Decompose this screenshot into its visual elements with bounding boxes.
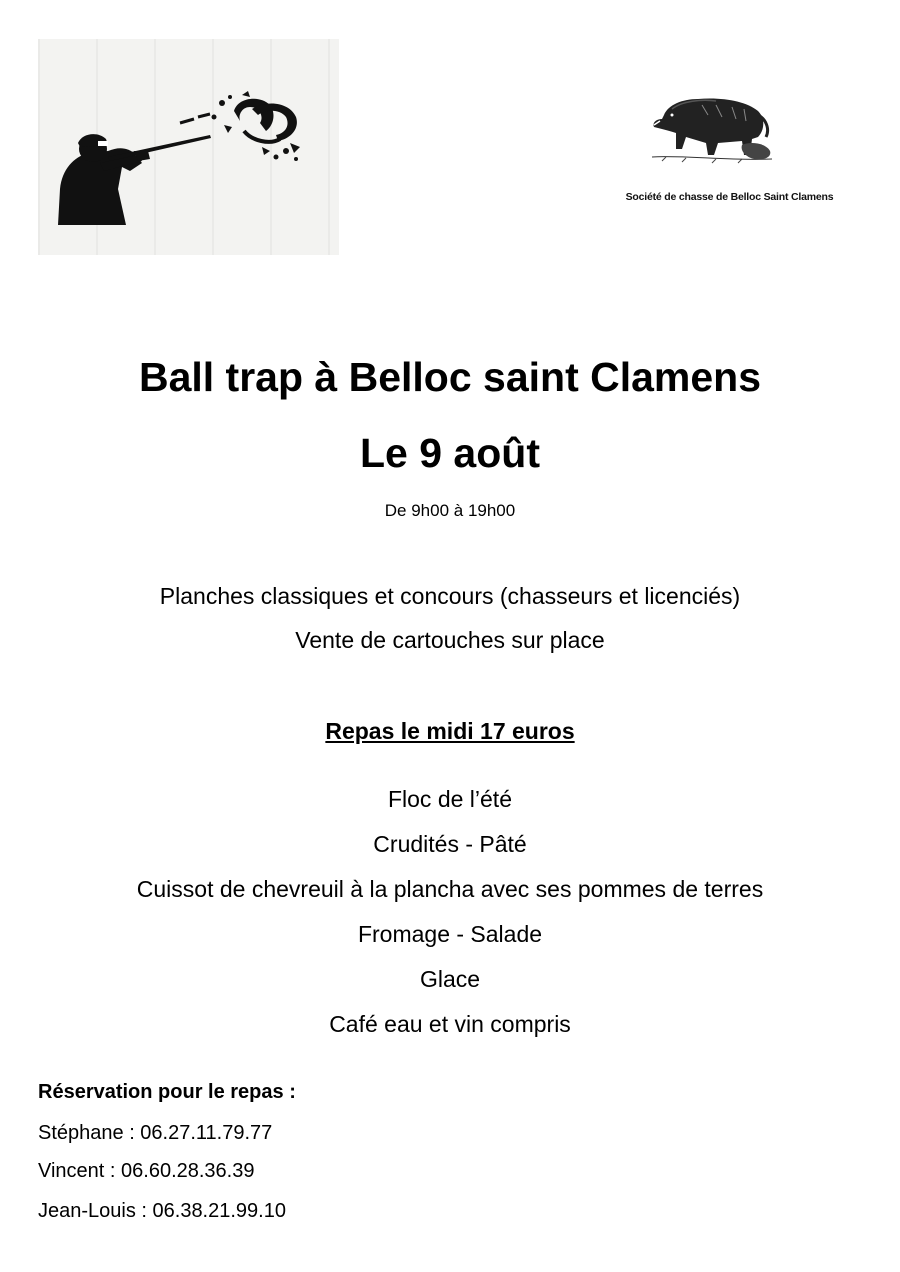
event-title: Ball trap à Belloc saint Clamens [138,354,762,400]
logo-caption: Société de chasse de Belloc Saint Clamens [625,191,834,203]
menu-item: Café eau et vin compris [329,1011,571,1037]
hunting-society-logo [612,85,847,210]
event-date: Le 9 août [360,430,540,476]
menu-item: Fromage - Salade [357,921,543,947]
clay-shooter-image [38,39,339,255]
clay-shooter-icon [38,39,339,255]
menu-item: Cuissot de chevreuil à la plancha avec ses pommes de terres [136,876,764,902]
reservation-title: Réservation pour le repas : [38,1081,296,1103]
event-detail: Vente de cartouches sur place [295,627,605,653]
menu-title: Repas le midi 17 euros [325,718,575,744]
event-hours: De 9h00 à 19h00 [384,501,516,520]
menu-item: Floc de l’été [387,786,512,812]
reservation-contact: Vincent : 06.60.28.36.39 [38,1160,255,1182]
reservation-contact: Stéphane : 06.27.11.79.77 [38,1122,273,1144]
menu-item: Glace [419,966,481,992]
boar-icon [642,85,782,185]
menu-item: Crudités - Pâté [373,831,527,857]
event-detail: Planches classiques et concours (chasseurs et licenciés) [159,583,741,609]
reservation-contact: Jean-Louis : 06.38.21.99.10 [38,1200,286,1222]
